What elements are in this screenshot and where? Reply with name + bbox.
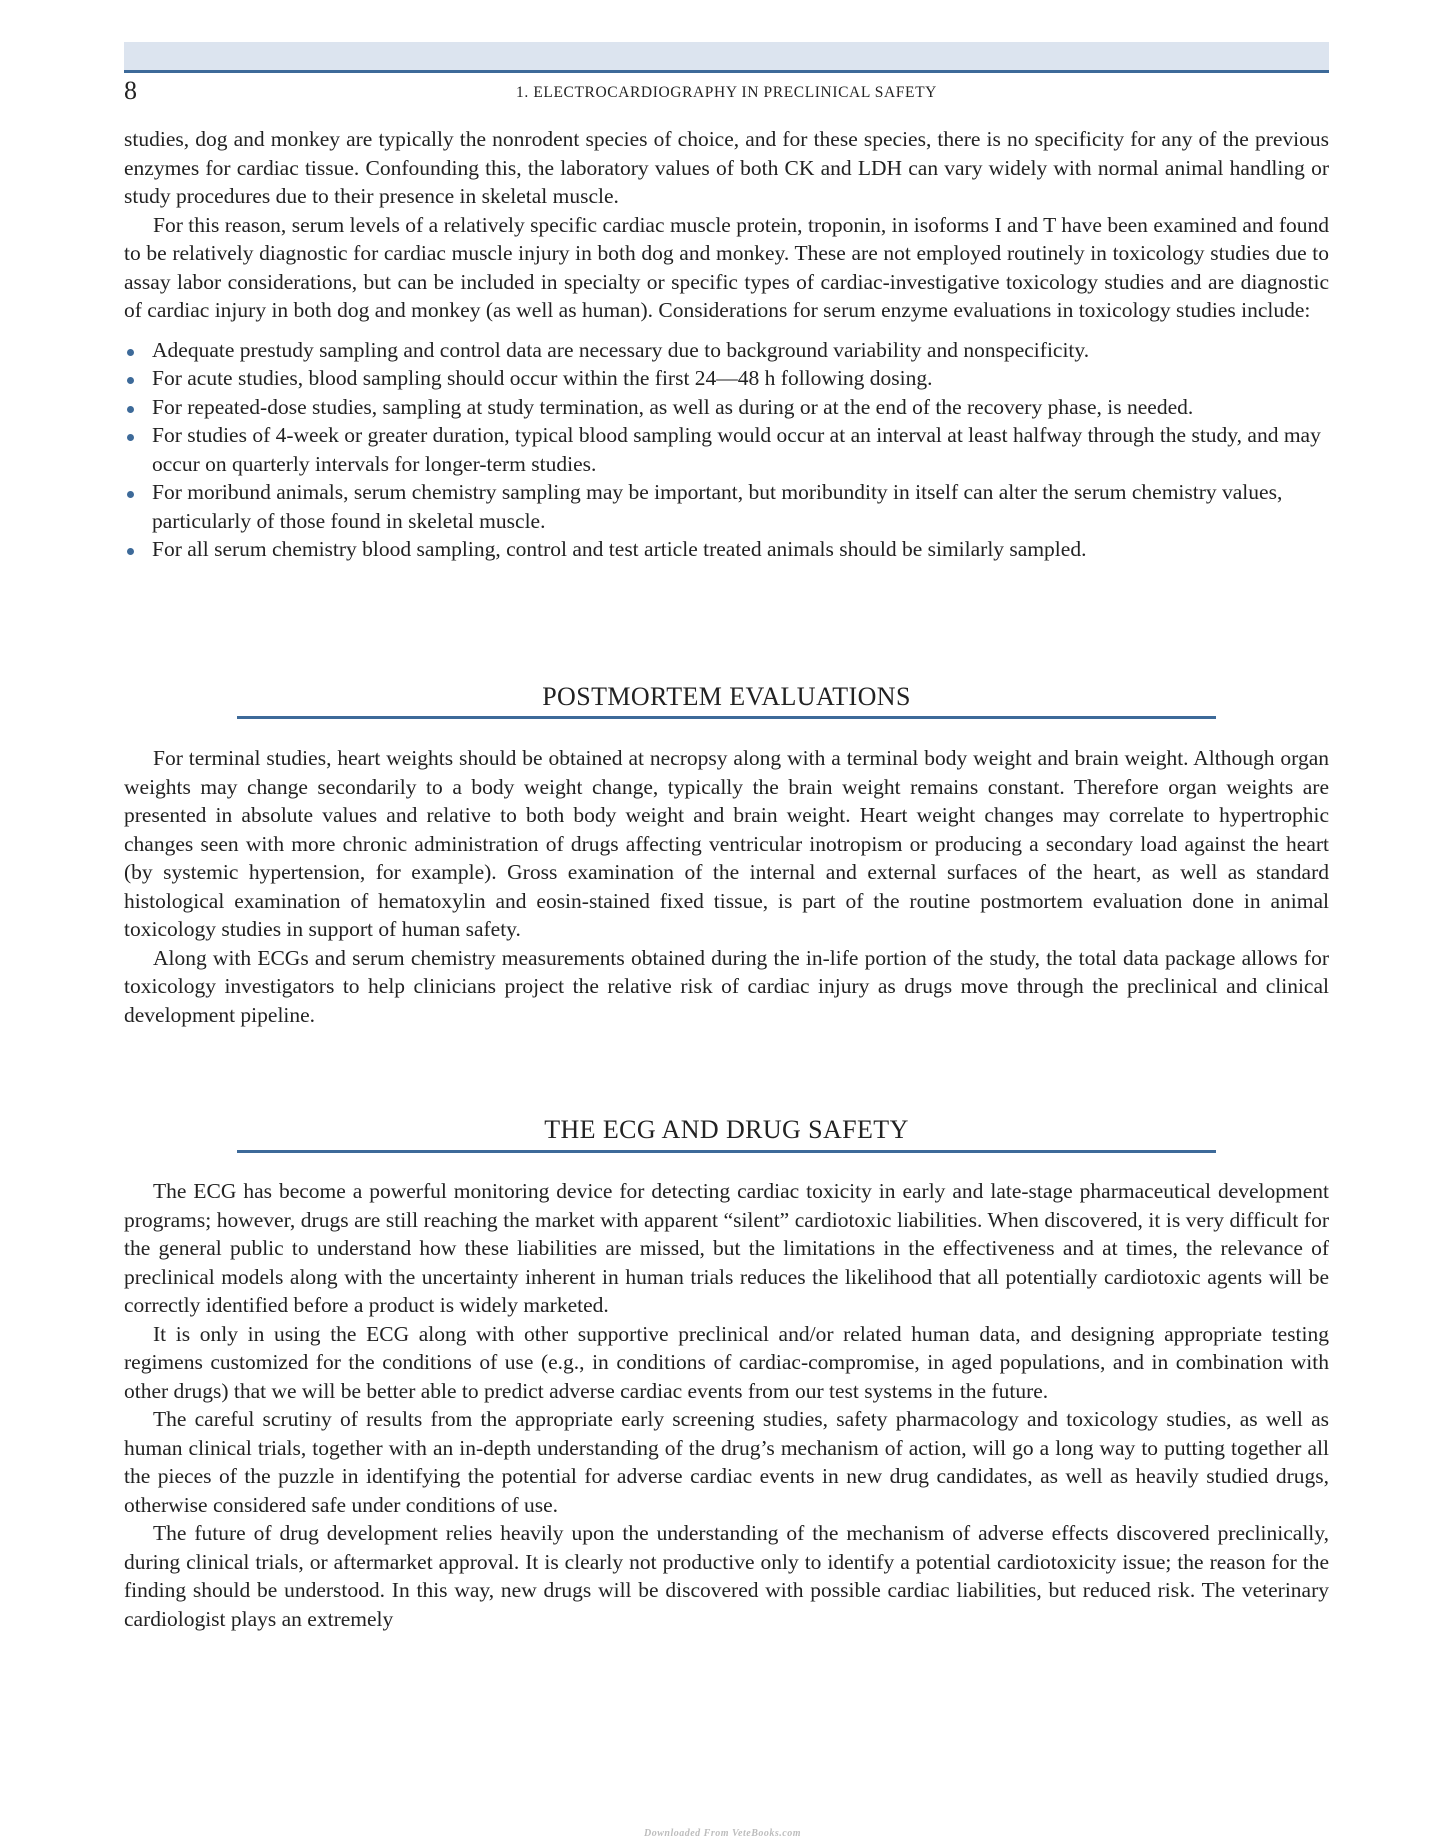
- body-paragraph: studies, dog and monkey are typically the nonrodent species of choice, and for these species, there is no specificity for any of the previous enzymes for cardiac tissue. Confounding this, the laboratory values of both CK and LDH can vary widely with normal animal handling or study procedures due to their presence in skeletal muscle.: [124, 127, 1329, 208]
- postmortem-section: [124, 744, 1329, 1029]
- bullet-icon: [127, 406, 134, 413]
- list-item: [124, 336, 1329, 365]
- header-rule: [124, 70, 1329, 73]
- bullet-icon: [127, 377, 134, 384]
- bullet-icon: [127, 434, 134, 441]
- considerations-list: [124, 336, 1329, 564]
- section-heading: THE ECG AND DRUG SAFETY: [544, 1115, 909, 1144]
- body-paragraph: For this reason, serum levels of a relatively specific cardiac muscle protein, troponin, in isoforms I and T have been examined and found to be relatively diagnostic for cardiac muscle injury in both dog and monkey. These are not employed routinely in toxicology studies due to assay labor considerations, but can be included in specialty or specific types of cardiac-investigative toxicology studies and are diagnostic of cardiac injury in both dog and monkey (as well as human). Considerations for serum enzyme evaluations in toxicology studies include:: [124, 212, 1329, 322]
- download-watermark: Downloaded From VeteBooks.com: [643, 1828, 801, 1839]
- body-paragraph: It is only in using the ECG along with other supportive preclinical and/or related human data, and designing appropriate testing regimens customized for the conditions of use (e.g., in conditions of cardiac-compromise, in aged populations, and in combination with other drugs) that we will be better able to predict adverse cardiac events from our test systems in the future.: [124, 1321, 1329, 1403]
- ecg-safety-section: [124, 1177, 1329, 1633]
- list-item-text: For all serum chemistry blood sampling, control and test article treated animals should be similarly sampled.: [152, 537, 1087, 561]
- list-item: [124, 364, 1329, 393]
- list-item-text: Adequate prestudy sampling and control data are necessary due to background variability and nonspecificity.: [152, 337, 1090, 362]
- page-number: 8: [124, 76, 137, 105]
- bullet-icon: [127, 491, 134, 498]
- body-paragraph: The future of drug development relies heavily upon the understanding of the mechanism of adverse effects discovered preclinically, during clinical trials, or aftermarket approval. It is clearly not productive only to identify a potential cardiotoxicity issue; the reason for the finding should be understood. In this way, new drugs will be discovered with possible cardiac liabilities, but reduced risk. The veterinary cardiologist plays an extremely: [124, 1521, 1329, 1631]
- body-paragraph: The ECG has become a powerful monitoring device for detecting cardiac toxicity in early and late-stage pharmaceutical development programs; however, drugs are still reaching the market with apparent “silent” cardiotoxic liabilities. When discovered, it is very difficult for the general public to understand how these liabilities are missed, but the limitations in the effectiveness and at times, the relevance of preclinical models along with the uncertainty inherent in human trials reduces the likelihood that all potentially cardiotoxic agents will be correctly identified before a product is widely marketed.: [124, 1179, 1329, 1317]
- body-paragraph: The careful scrutiny of results from the appropriate early screening studies, safety pharmacology and toxicology studies, as well as human clinical trials, together with an in-depth understanding of the drug’s mechanism of action, will go a long way to putting together all the pieces of the puzzle in identifying the potential for adverse cardiac events in new drug candidates, as well as heavily studied drugs, otherwise considered safe under conditions of use.: [124, 1407, 1329, 1517]
- list-item: [124, 478, 1329, 535]
- list-item: [124, 421, 1329, 478]
- running-header-band: [124, 42, 1329, 70]
- section-rule: [237, 1150, 1216, 1153]
- section-rule: [237, 716, 1216, 719]
- body-paragraph: Along with ECGs and serum chemistry measurements obtained during the in-life portion of the study, the total data package allows for toxicology investigators to help clinicians project the relative risk of cardiac injury as drugs move through the preclinical and clinical development pipeline.: [124, 945, 1329, 1027]
- list-item: [124, 535, 1329, 564]
- body-paragraph: For terminal studies, heart weights should be obtained at necropsy along with a terminal body weight and brain weight. Although organ weights may change secondarily to a body weight change, typically the brain weight remains constant. Therefore organ weights are presented in absolute values and relative to both body weight and brain weight. Heart weight changes may correlate to hypertrophic changes seen with more chronic administration of drugs affecting ventricular inotropism or producing a secondary load against the heart (by systemic hypertension, for example). Gross examination of the internal and external surfaces of the heart, as well as standard histological examination of hematoxylin and eosin-stained fixed tissue, is part of the routine postmortem evaluation done in animal toxicology studies in support of human safety.: [124, 746, 1329, 941]
- list-item-text: For repeated-dose studies, sampling at study termination, as well as during or at the end of the recovery phase, is needed.: [152, 394, 1194, 419]
- list-item: [124, 393, 1329, 422]
- bullet-icon: [127, 349, 134, 356]
- section-heading: POSTMORTEM EVALUATIONS: [542, 682, 911, 711]
- running-title: 1. ELECTROCARDIOGRAPHY IN PRECLINICAL SAFETY: [516, 84, 937, 101]
- intro-section: [124, 125, 1329, 564]
- list-item-text: For studies of 4-week or greater duration, typical blood sampling would occur at an interval at least halfway through the study, and may occur on quarterly intervals for longer-term studies.: [152, 423, 1321, 476]
- list-item-text: For acute studies, blood sampling should occur within the first 24—48 h following dosing.: [152, 366, 933, 390]
- bullet-icon: [127, 548, 134, 555]
- list-item-text: For moribund animals, serum chemistry sampling may be important, but moribundity in itself can alter the serum chemistry values, particularly of those found in skeletal muscle.: [152, 480, 1283, 533]
